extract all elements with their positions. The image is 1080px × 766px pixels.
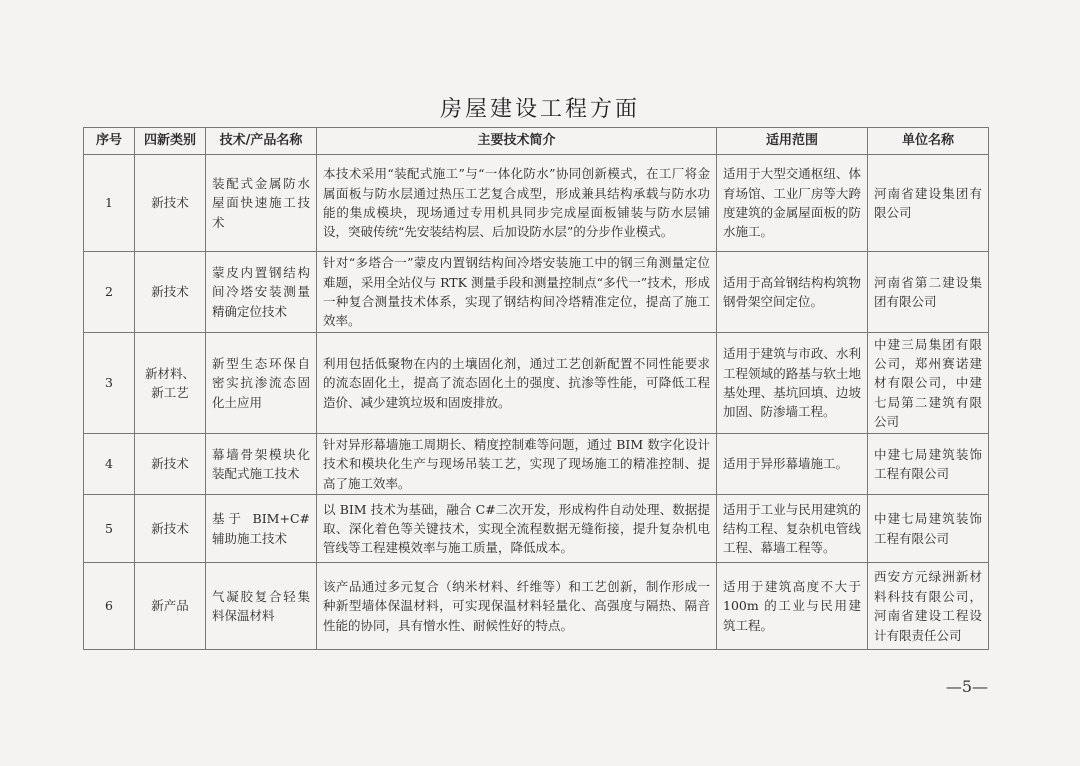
row-name: 新型生态环保自密实抗渗流态固化土应用: [206, 333, 317, 434]
header-no: 序号: [84, 128, 135, 155]
row-no: 5: [84, 495, 135, 563]
row-unit: 河南省第二建设集团有限公司: [868, 252, 989, 333]
row-category: 新材料、新工艺: [135, 333, 206, 434]
row-scope: 适用于建筑高度不大于 100m 的工业与民用建筑工程。: [717, 563, 868, 650]
row-intro: 本技术采用“装配式施工”与“一体化防水”协同创新模式，在工厂将金属面板与防水层通过热压工艺复合成型，形成兼具结构承载与防水功能的集成模块，现场通过专用机具同步完成屋面板铺装与防水层铺设，突破传统“先安装结构层、后加设防水层”的分步作业模式。: [317, 155, 717, 252]
row-name: 气凝胶复合轻集料保温材料: [206, 563, 317, 650]
header-unit: 单位名称: [868, 128, 989, 155]
row-no: 3: [84, 333, 135, 434]
row-scope: 适用于异形幕墙施工。: [717, 434, 868, 495]
row-name: 装配式金属防水屋面快速施工技术: [206, 155, 317, 252]
row-unit: 中建七局建筑装饰工程有限公司: [868, 495, 989, 563]
row-no: 4: [84, 434, 135, 495]
table-row: [84, 252, 989, 333]
row-scope: 适用于大型交通枢纽、体育场馆、工业厂房等大跨度建筑的金属屋面板的防水施工。: [717, 155, 868, 252]
row-scope: 适用于高耸钢结构构筑物钢骨架空间定位。: [717, 252, 868, 333]
page-number: —5—: [945, 677, 988, 696]
row-intro: 以 BIM 技术为基础，融合 C#二次开发，形成构件自动处理、数据提取、深化着色等关键技术，实现全流程数据无缝衔接，提升复杂机电管线等工程建模效率与施工质量，降低成本。: [317, 495, 717, 563]
row-no: 1: [84, 155, 135, 252]
page-title: 房屋建设工程方面: [439, 97, 640, 122]
row-category: 新技术: [135, 252, 206, 333]
header-category: 四新类别: [135, 128, 206, 155]
row-intro: 利用包括低聚物在内的土壤固化剂，通过工艺创新配置不同性能要求的流态固化土，提高了流态固化土的强度、抗渗等性能，可降低工程造价、减少建筑垃圾和固废排放。: [317, 333, 717, 434]
row-intro: 该产品通过多元复合（纳米材料、纤维等）和工艺创新，制作形成一种新型墙体保温材料，可实现保温材料轻量化、高强度与隔热、隔音性能的协同，具有憎水性、耐候性好的特点。: [317, 563, 717, 650]
table-row: [84, 434, 989, 495]
row-unit: 河南省建设集团有限公司: [868, 155, 989, 252]
row-no: 6: [84, 563, 135, 650]
row-category: 新技术: [135, 155, 206, 252]
table-row: [84, 333, 989, 434]
row-unit: 中建七局建筑装饰工程有限公司: [868, 434, 989, 495]
table-row: [84, 563, 989, 650]
row-no: 2: [84, 252, 135, 333]
table-row: [84, 495, 989, 563]
row-unit: 中建三局集团有限公司，郑州赛诺建材有限公司，中建七局第二建筑有限公司: [868, 333, 989, 434]
table-row: [84, 155, 989, 252]
table-header-row: [84, 128, 989, 155]
technology-table: [83, 127, 989, 650]
row-intro: 针对“多塔合一”蒙皮内置钢结构间冷塔安装施工中的钢三角测量定位难题，采用全站仪与 RTK 测量手段和测量控制点“多代一”技术，形成一种复合测量技术体系，实现了钢结构间冷塔精准定位，提高了施工效率。: [317, 252, 717, 333]
row-category: 新产品: [135, 563, 206, 650]
header-scope: 适用范围: [717, 128, 868, 155]
row-name: 蒙皮内置钢结构间冷塔安装测量精确定位技术: [206, 252, 317, 333]
header-intro: 主要技术简介: [317, 128, 717, 155]
row-name: 基于 BIM+C# 辅助施工技术: [206, 495, 317, 563]
row-scope: 适用于工业与民用建筑的结构工程、复杂机电管线工程、幕墙工程等。: [717, 495, 868, 563]
row-category: 新技术: [135, 495, 206, 563]
row-intro: 针对异形幕墙施工周期长、精度控制难等问题，通过 BIM 数字化设计技术和模块化生产与现场吊装工艺，实现了现场施工的精准控制、提高了施工效率。: [317, 434, 717, 495]
row-unit: 西安方元绿洲新材料科技有限公司，河南省建设工程设计有限责任公司: [868, 563, 989, 650]
header-name: 技术/产品名称: [206, 128, 317, 155]
row-category: 新技术: [135, 434, 206, 495]
row-name: 幕墙骨架模块化装配式施工技术: [206, 434, 317, 495]
row-scope: 适用于建筑与市政、水利工程领域的路基与软土地基处理、基坑回填、边坡加固、防渗墙工程。: [717, 333, 868, 434]
